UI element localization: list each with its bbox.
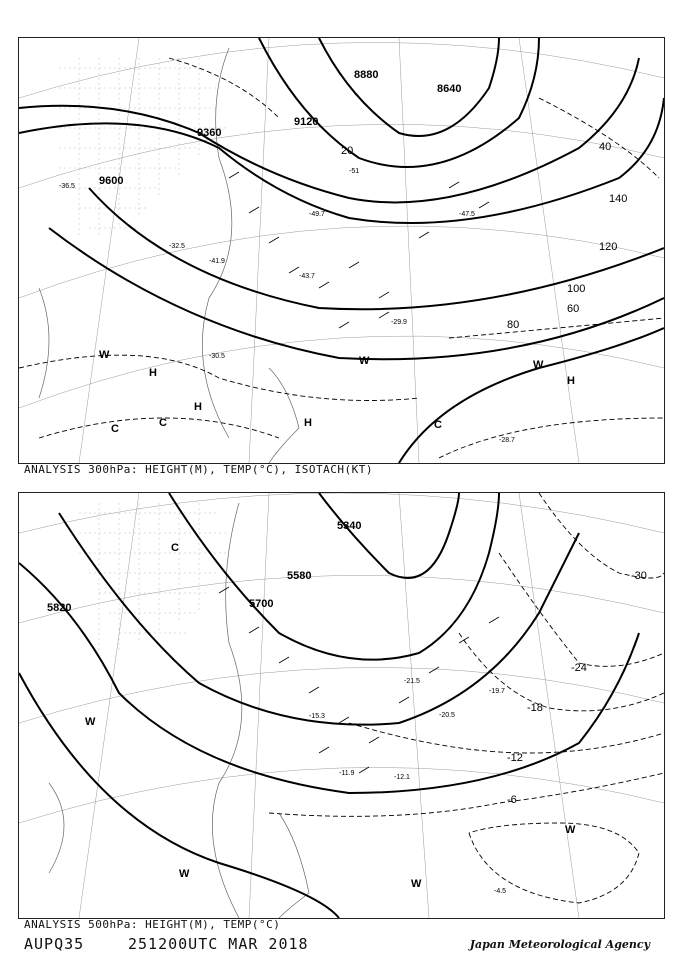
height-label: 8640 <box>437 83 462 95</box>
high-center: H <box>149 367 157 379</box>
temperature-label: -41.9 <box>209 258 225 265</box>
height-label: 8880 <box>354 69 379 81</box>
warm-center: W <box>179 868 190 880</box>
valid-time: 251200UTC MAR 2018 <box>128 935 309 953</box>
cold-center: C <box>159 417 167 429</box>
temperature-label: -43.7 <box>299 273 315 280</box>
caption-300hpa: ANALYSIS 300hPa: HEIGHT(M), TEMP(°C), ISOTACH(KT) <box>24 463 374 476</box>
isotach-contours <box>19 58 664 458</box>
height-label: 5580 <box>287 570 312 582</box>
station-value: -4.5 <box>494 888 507 895</box>
chart-300hpa <box>18 37 665 464</box>
height-contours <box>19 38 664 463</box>
warm-center: W <box>85 716 96 728</box>
height-contours <box>19 493 639 918</box>
temperature-contour-label: -18 <box>527 702 543 714</box>
temperature-label: -30.5 <box>209 353 225 360</box>
height-label: 9360 <box>197 127 222 139</box>
isotach-label: 80 <box>507 319 520 331</box>
temperature-label: -32.5 <box>169 243 185 250</box>
isotach-label: 100 <box>567 283 586 295</box>
isotach-label: 140 <box>609 193 628 205</box>
chart-500hpa <box>18 492 665 919</box>
high-center: H <box>304 417 312 429</box>
warm-center: W <box>565 824 576 836</box>
agency-name: Japan Meteorological Agency <box>469 938 650 951</box>
temperature-label: -36.5 <box>59 183 75 190</box>
graticule <box>19 38 664 463</box>
cold-center: C <box>171 542 179 554</box>
temperature-contour-label: -24 <box>571 662 587 674</box>
cold-center: C <box>434 419 442 431</box>
temperature-label: -28.7 <box>499 437 515 444</box>
cold-center: C <box>111 423 119 435</box>
isotach-label: 20 <box>341 145 354 157</box>
temperature-contours <box>269 493 664 903</box>
height-label: 5340 <box>337 520 362 532</box>
map-300hpa <box>19 38 664 463</box>
temperature-contour-label: -12 <box>507 752 523 764</box>
isotach-label: 120 <box>599 241 618 253</box>
height-label: 9600 <box>99 175 124 187</box>
coastline <box>39 48 299 463</box>
temperature-contour-label: -6 <box>507 794 517 806</box>
height-label: 9120 <box>294 116 319 128</box>
height-label: 5820 <box>47 602 72 614</box>
temperature-label: -47.5 <box>459 211 475 218</box>
station-value: -11.9 <box>339 770 355 777</box>
temperature-label: -51 <box>349 168 360 175</box>
station-value: -19.7 <box>489 688 505 695</box>
land-hatch <box>59 58 229 238</box>
caption-500hpa: ANALYSIS 500hPa: HEIGHT(M), TEMP(°C) <box>24 918 281 931</box>
isotach-label: 40 <box>599 141 612 153</box>
height-label: 5700 <box>249 598 274 610</box>
map-500hpa <box>19 493 664 918</box>
station-value: -12.1 <box>394 774 410 781</box>
station-value: -15.3 <box>309 713 325 720</box>
bulletin-code: AUPQ35 <box>24 935 85 953</box>
warm-center: W <box>99 349 110 361</box>
temperature-contour-label: -30 <box>631 570 647 582</box>
isotach-label: 60 <box>567 303 580 315</box>
station-value: -20.5 <box>439 712 455 719</box>
temperature-label: -49.7 <box>309 211 325 218</box>
high-center: H <box>194 401 202 413</box>
land-hatch <box>79 503 229 653</box>
warm-center: W <box>533 359 544 371</box>
warm-center: W <box>359 355 370 367</box>
temperature-label: -29.9 <box>391 319 407 326</box>
station-value: -21.5 <box>404 678 420 685</box>
warm-center: W <box>411 878 422 890</box>
high-center: H <box>567 375 575 387</box>
